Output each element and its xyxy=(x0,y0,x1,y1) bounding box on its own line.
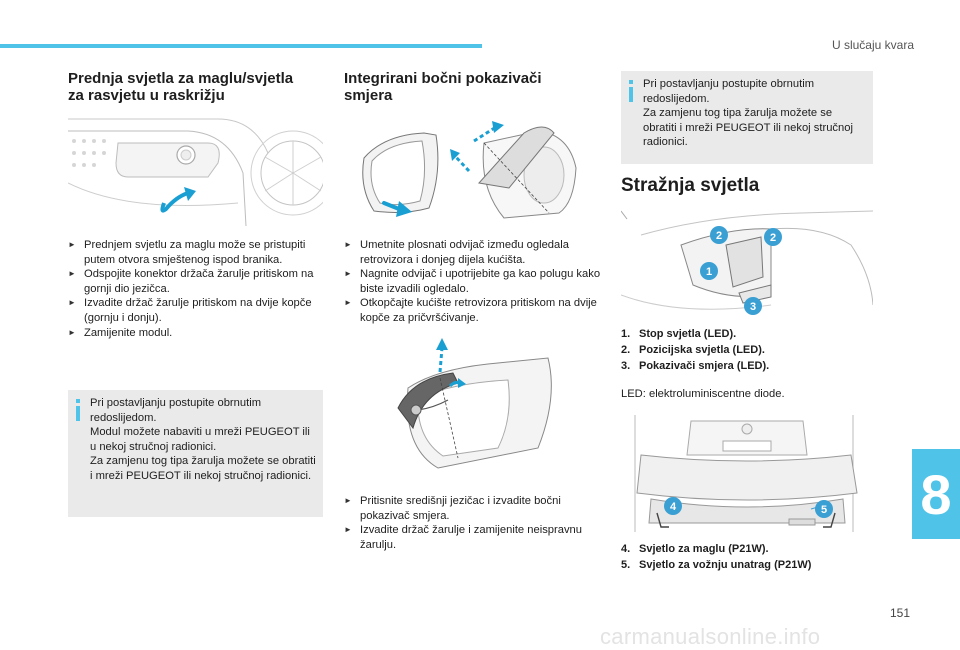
title-line-2: smjera xyxy=(344,87,393,104)
step-item: ► Izvadite držač žarulje i zamijenite neispravnu žarulju. xyxy=(344,523,606,552)
callout-4: 4 xyxy=(669,501,677,513)
info-line: Pri postavljanju postupite obrnutim redoslijedom. xyxy=(90,397,262,424)
info-icon xyxy=(629,80,633,102)
title-line-1: Integrirani bočni pokazivači xyxy=(344,70,542,87)
list-item: 5. Svjetlo za vožnju unatrag (P21W) xyxy=(621,559,812,571)
info-line: Pri postavljanju postupite obrnutim redoslijedom. xyxy=(643,78,815,105)
led-note: LED: elektroluminiscentne diode. xyxy=(621,388,785,400)
list-item: 4. Svjetlo za maglu (P21W). xyxy=(621,543,769,555)
step-item: ► Pritisnite središnji jezičac i izvadite bočni pokazivač smjera. xyxy=(344,494,606,523)
chapter-tab: 8 xyxy=(912,449,960,539)
step-item: ► Nagnite odvijač i upotrijebite ga kao polugu kako biste izvadili ogledalo. xyxy=(344,267,606,296)
info-icon xyxy=(76,399,80,421)
info-line: Modul možete nabaviti u mreži PEUGEOT ili u nekoj stručnoj radionici. xyxy=(90,426,310,453)
rear-lights-list xyxy=(621,326,871,374)
section-title-rear-lights xyxy=(621,175,871,197)
mirror-steps xyxy=(344,238,606,326)
mirror-removal-illustration xyxy=(344,113,599,223)
step-item: ► Prednjem svjetlu za maglu može se pristupiti putem otvora smještenog ispod branika. xyxy=(68,238,324,267)
info-line: Za zamjenu tog tipa žarulja možete se obratiti i mreži PEUGEOT ili nekoj stručnoj radionici. xyxy=(90,455,316,482)
indicator-removal-illustration xyxy=(378,338,578,480)
callout-1: 1 xyxy=(705,266,713,278)
chapter-title: U slučaju kvara xyxy=(831,38,914,52)
list-item: 1. Stop svjetla (LED). xyxy=(621,328,737,340)
list-item: 3. Pokazivači smjera (LED). xyxy=(621,360,770,372)
rear-light-cluster-illustration xyxy=(621,205,873,317)
callout-3: 3 xyxy=(749,301,757,313)
step-item: ► Otkopčajte kućište retrovizora pritiskom na dvije kopče za pričvršćivanje. xyxy=(344,296,606,325)
step-item: ► Izvadite držač žarulje pritiskom na dvije kopče (gornju i donju). xyxy=(68,296,324,325)
list-item: 2. Pozicijska svjetla (LED). xyxy=(621,344,765,356)
rear-bumper-illustration xyxy=(621,415,873,532)
fog-light-steps xyxy=(68,238,324,340)
title-line-2: za rasvjetu u raskrižju xyxy=(68,87,225,104)
page-number: 151 xyxy=(889,606,910,620)
header-accent-bar xyxy=(0,44,482,48)
watermark: carmanualsonline.info xyxy=(600,624,821,649)
callout-2a: 2 xyxy=(715,230,723,242)
indicator-steps xyxy=(344,494,606,552)
section-title-fog-lights xyxy=(68,70,328,104)
fog-light-illustration xyxy=(68,113,323,226)
rear-bumper-list xyxy=(621,541,871,573)
info-box-fog xyxy=(68,390,323,517)
callout-5: 5 xyxy=(820,504,828,516)
rear-lights-title: Stražnja svjetla xyxy=(621,175,760,196)
callout-2b: 2 xyxy=(769,232,777,244)
step-item: ► Umetnite plosnati odvijač između ogledala retrovizora i donjeg dijela kućišta. xyxy=(344,238,606,267)
info-line: Za zamjenu tog tipa žarulja možete se obratiti i mreži PEUGEOT ili nekoj stručnoj radionici. xyxy=(643,107,853,149)
step-item: ► Zamijenite modul. xyxy=(68,326,324,341)
title-line-1: Prednja svjetla za maglu/svjetla xyxy=(68,70,294,87)
info-box-side-indicators xyxy=(621,71,873,164)
section-title-side-indicators xyxy=(344,70,606,104)
step-item: ► Odspojite konektor držača žarulje pritiskom na gornji dio jezičca. xyxy=(68,267,324,296)
